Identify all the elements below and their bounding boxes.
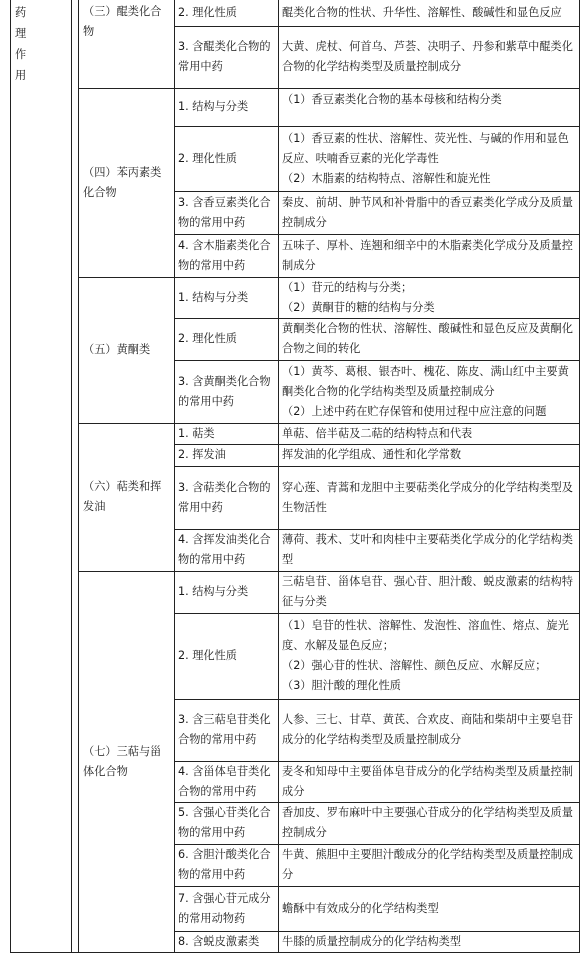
section-char: 药 bbox=[15, 6, 27, 19]
item-name: 1. 萜类 bbox=[178, 426, 215, 440]
table-border bbox=[10, 0, 11, 953]
item-content: （1）黄芩、葛根、银杏叶、槐花、陈皮、满山红中主要黄酮类化合物的化学结构类型及质量控制成分 （2）上述中药在贮存保管和使用过程中应注意的问题 bbox=[282, 364, 569, 418]
table-border bbox=[78, 88, 580, 89]
item-name: 4. 含挥发油类化合物的常用中药 bbox=[178, 533, 271, 566]
table-border bbox=[78, 571, 580, 572]
table-border bbox=[174, 931, 580, 932]
table-border bbox=[174, 844, 580, 845]
item-name: 4. 含木脂素类化合物的常用中药 bbox=[178, 238, 271, 272]
item-content: 单萜、倍半萜及二萜的结构特点和代表 bbox=[282, 426, 473, 440]
item-name: 3. 含萜类化合物的常用中药 bbox=[178, 480, 271, 514]
item-name: 3. 含三萜皂苷类化合物的常用中药 bbox=[178, 713, 271, 746]
section-char: 用 bbox=[15, 69, 27, 82]
item-content: 秦皮、前胡、肿节风和补骨脂中的香豆素类化学成分及质量控制成分 bbox=[282, 195, 573, 229]
item-name: 5. 含强心苷类化合物的常用中药 bbox=[178, 806, 271, 839]
item-name: 3. 含黄酮类化合物的常用中药 bbox=[178, 374, 271, 408]
item-content: 牛膝的质量控制成分的化学结构类型 bbox=[282, 935, 462, 948]
item-content: 蟾酥中有效成分的化学结构类型 bbox=[282, 901, 439, 915]
item-content: （1）苷元的结构与分类； （2）黄酮苷的糖的结构与分类 bbox=[282, 280, 435, 314]
item-name: 2. 理化性质 bbox=[178, 649, 237, 662]
table-border bbox=[10, 952, 580, 953]
table-border bbox=[78, 0, 79, 953]
syllabus-table bbox=[10, 0, 580, 953]
item-content: 醌类化合物的性状、升华性、溶解性、酸碱性和显色反应 bbox=[282, 6, 562, 19]
item-content: （1）皂苷的性状、溶解性、发泡性、溶血性、熔点、旋光度、水解及显色反应； （2）强心苷的性状、溶解性、颜色反应、水解反应； （3）胆汁酸的理化性质 bbox=[282, 619, 569, 692]
table-border bbox=[174, 444, 580, 445]
item-name: 6. 含胆汁酸类化合物的常用中药 bbox=[178, 848, 271, 881]
item-name: 2. 挥发油 bbox=[178, 448, 226, 461]
table-border bbox=[174, 126, 580, 127]
table-border bbox=[174, 699, 580, 700]
table-border bbox=[174, 529, 580, 530]
table-border bbox=[174, 802, 580, 803]
item-content: 穿心莲、青蒿和龙胆中主要萜类化学成分的化学结构类型及生物活性 bbox=[282, 480, 573, 514]
section-label bbox=[10, 0, 71, 953]
item-name: 8. 含蜕皮激素类 bbox=[178, 935, 260, 948]
item-content: （1）香豆素的性状、溶解性、荧光性、与碱的作用和显色反应、呋喃香豆素的光化学毒性 （2）木脂素的结构特点、溶解性和旋光性 bbox=[282, 131, 569, 185]
group-title: （六）萜类和挥发油 bbox=[83, 480, 162, 513]
table-border bbox=[174, 318, 580, 319]
item-content: 三萜皂苷、甾体皂苷、强心苷、胆汁酸、蜕皮激素的结构特征与分类 bbox=[282, 575, 573, 608]
table-border bbox=[579, 0, 580, 953]
item-content: 五味子、厚朴、连翘和细辛中的木脂素类化学成分及质量控制成分 bbox=[282, 238, 573, 272]
item-name: 2. 理化性质 bbox=[178, 151, 237, 165]
item-name: 2. 理化性质 bbox=[178, 6, 237, 19]
item-content: 挥发油的化学组成、通性和化学常数 bbox=[282, 448, 462, 461]
table-border bbox=[174, 886, 580, 887]
table-border bbox=[174, 191, 580, 192]
table-border bbox=[278, 0, 279, 953]
item-content: 牛黄、熊胆中主要胆汁酸成分的化学结构类型及质量控制成分 bbox=[282, 848, 573, 881]
item-name: 3. 含香豆素类化合物的常用中药 bbox=[178, 195, 271, 229]
item-content: 香加皮、罗布麻叶中主要强心苷成分的化学结构类型及质量控制成分 bbox=[282, 806, 573, 839]
group-title: （五）黄酮类 bbox=[83, 343, 151, 356]
group-title: （七）三萜与甾体化合物 bbox=[83, 745, 162, 778]
table-border bbox=[71, 0, 72, 953]
table-border bbox=[78, 277, 580, 278]
item-content: 黄酮类化合物的性状、溶解性、酸碱性和显色反应及黄酮化合物之间的转化 bbox=[282, 322, 573, 355]
table-border bbox=[174, 26, 580, 27]
item-name: 1. 结构与分类 bbox=[178, 585, 249, 598]
section-char: 作 bbox=[15, 48, 27, 61]
item-content: 薄荷、莪术、艾叶和肉桂中主要萜类化学成分的化学结构类型 bbox=[282, 533, 573, 566]
table-border bbox=[174, 234, 580, 235]
table-border bbox=[174, 0, 175, 953]
item-name: 7. 含强心苷元成分的常用动物药 bbox=[178, 891, 271, 925]
table-border bbox=[78, 423, 580, 424]
table-border bbox=[174, 761, 580, 762]
item-content: （1）香豆素类化合物的基本母核和结构分类 bbox=[282, 93, 502, 106]
table-border bbox=[174, 466, 580, 467]
item-content: 人参、三七、甘草、黄芪、合欢皮、商陆和柴胡中主要皂苷成分的化学结构类型及质量控制成分 bbox=[282, 713, 573, 746]
item-name: 1. 结构与分类 bbox=[178, 100, 249, 113]
table-border bbox=[174, 360, 580, 361]
group-title: （三）醌类化合物 bbox=[83, 5, 162, 38]
item-name: 4. 含甾体皂苷类化合物的常用中药 bbox=[178, 764, 271, 798]
item-name: 3. 含醌类化合物的常用中药 bbox=[178, 40, 271, 73]
item-content: 麦冬和知母中主要甾体皂苷成分的化学结构类型及质量控制成分 bbox=[282, 764, 573, 798]
item-content: 大黄、虎杖、何首乌、芦荟、决明子、丹参和紫草中醌类化合物的化学结构类型及质量控制成分 bbox=[282, 40, 573, 73]
group-title: （四）苯丙素类化合物 bbox=[83, 165, 162, 199]
table-border bbox=[174, 613, 580, 614]
section-char: 理 bbox=[15, 27, 27, 40]
item-name: 1. 结构与分类 bbox=[178, 290, 249, 304]
item-name: 2. 理化性质 bbox=[178, 332, 237, 345]
